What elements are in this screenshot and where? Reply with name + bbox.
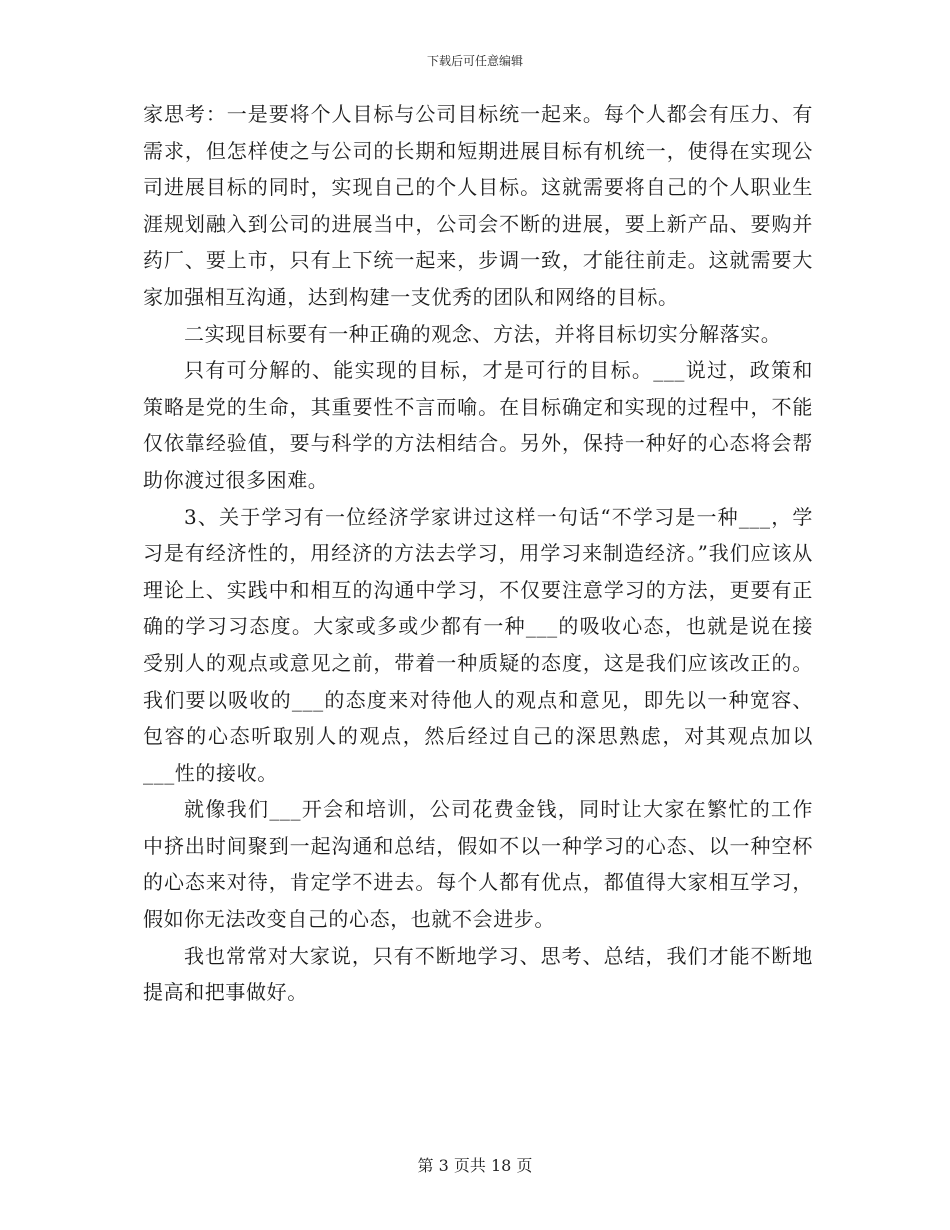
paragraph-4: 3、关于学习有一位经济学家讲过这样一句话“不学习是一种___，学习是有经济性的，用经济的方法去学习，用学习来制造经济。”我们应该从理论上、实践中和相互的沟通中学习，不仅要注意学习的方法，更要有正确的学习习态度。大家或多或少都有一种___的吸收心态，也就是说在接受别人的观点或意见之前，带着一种质疑的态度，这是我们应该改正的。我们要以吸收的___的态度来对待他人的观点和意见，即先以一种宽容、包容的心态听取别人的观点，然后经过自己的深思熟虑，对其观点加以___性的接收。 xyxy=(143,504,813,785)
paragraph-5: 就像我们___开会和培训，公司花费金钱，同时让大家在繁忙的工作中挤出时间聚到一起沟通和总结，假如不以一种学习的心态、以一种空杯的心态来对待，肯定学不进去。每个人都有优点，都值得大家相互学习，假如你无法改变自己的心态，也就不会进步。 xyxy=(143,797,813,932)
paragraph-1: 家思考：一是要将个人目标与公司目标统一起来。每个人都会有压力、有需求，但怎样使之与公司的长期和短期进展目标有机统一，使得在实现公司进展目标的同时，实现自己的个人目标。这就需要将自己的个人职业生涯规划融入到公司的进展当中，公司会不断的进展，要上新产品、要购并药厂、要上市，只有上下统一起来，步调一致，才能往前走。这就需要大家加强相互沟通，达到构建一支优秀的团队和网络的目标。 xyxy=(143,102,813,309)
page-header-note: 下载后可任意编辑 xyxy=(426,54,523,68)
paragraph-6: 我也常常对大家说，只有不断地学习、思考、总结，我们才能不断地提高和把事做好。 xyxy=(143,943,813,1005)
paragraph-3: 只有可分解的、能实现的目标，才是可行的目标。___说过，政策和策略是党的生命，其重要性不言而喻。在目标确定和实现的过程中，不能仅依靠经验值，要与科学的方法相结合。另外，保持一种好的心态将会帮助你渡过很多困难。 xyxy=(143,358,813,492)
paragraph-2: 二实现目标要有一种正确的观念、方法，并将目标切实分解落实。 xyxy=(184,321,782,346)
document-body xyxy=(143,96,813,1011)
page-number-footer: 第 3 页共 18 页 xyxy=(417,1156,533,1175)
